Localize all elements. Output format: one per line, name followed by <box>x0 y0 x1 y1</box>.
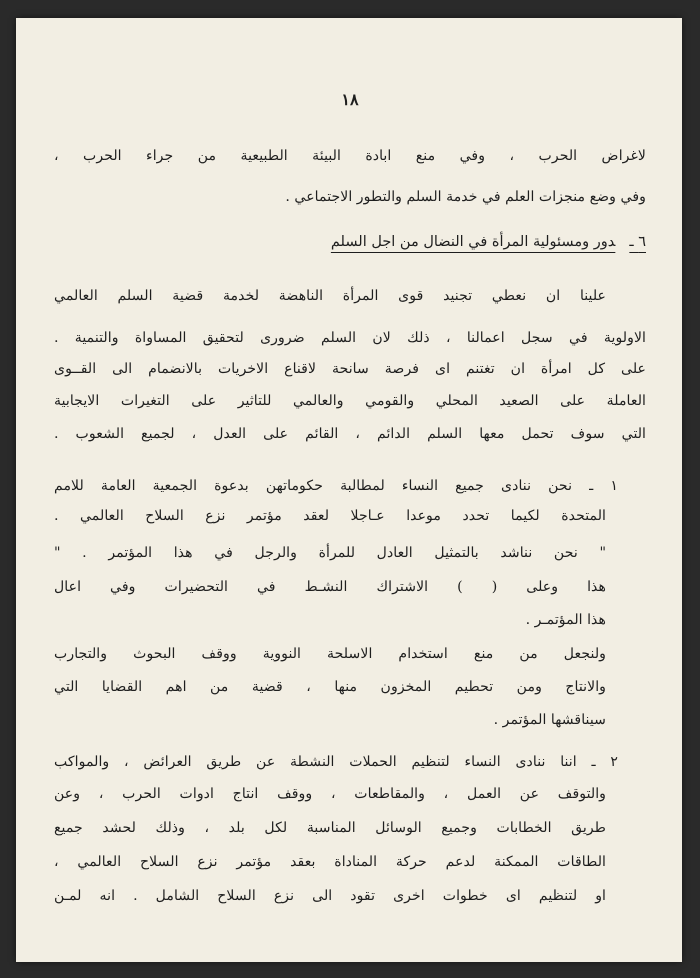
list-item-1-line: " نحن نناشد بالتمثيل العادل للمرأة والرجل في هذا المؤتمر . " <box>54 545 606 561</box>
text-line: الاولوية في سجل اعمالنا ، ذلك لان السلم ضرورى لتحقيق المساواة والتنمية . <box>54 330 646 346</box>
text-line: التي سوف تحمل معها السلم الدائم ، القائم على العدل ، لجميع الشعوب . <box>54 426 646 442</box>
page-number: ١٨ <box>341 90 359 109</box>
list-item-2-line: او لتنظيم اى خطوات اخرى تقود الى نزع السلاح الشامل . انه لمـن <box>54 888 606 904</box>
list-item-2-line: الطاقات الممكنة لدعم حركة المناداة بعقد مؤتمر نزع السلاح العالمي ، <box>54 854 606 870</box>
list-item-1-line: هذا وعلى ( ) الاشتراك النشـط في التحضيرات وفي اعال <box>54 579 606 595</box>
text-line: لاغراض الحرب ، وفي منع ابادة البيئة الطبيعية من جراء الحرب ، <box>54 148 646 164</box>
page-content <box>54 18 646 962</box>
document-page <box>16 18 682 962</box>
list-item-1-line: والانتاج ومن تحطيم المخزون منها ، قضية من اهم القضايا التي <box>54 679 606 695</box>
list-item-1-line: المتحدة لكيما تحدد موعدا عـاجلا لعقد مؤتمر نزع السلاح العالمي . <box>54 508 606 524</box>
section-heading <box>331 234 646 250</box>
section-title: دور ومسئولية المرأة في النضال من اجل السلم <box>330 234 616 250</box>
list-item-2-line: ٢ ـ اننا ننادى النساء لتنظيم الحملات النشطة عن طريق العرائض ، والمواكب <box>54 754 618 770</box>
list-item-1-line: هذا المؤتمـر . <box>525 612 606 628</box>
list-item-1-line: سيناقشها المؤتمر . <box>493 712 606 728</box>
list-item-1-line: ولنجعل من منع استخدام الاسلحة النووية ووقف البحوث والتجارب <box>54 646 606 662</box>
text-line: العاملة على الصعيد المحلي والقومي والعالمي للتاثير على التغيرات الايجابية <box>54 393 646 409</box>
section-number: ٦ ـ <box>629 234 646 250</box>
text-line: على كل امرأة ان تغتنم اى فرصة سانحة لاقناع الاخريات بالانضمام الى القــوى <box>54 361 646 377</box>
list-item-2-line: والتوقف عن العمل ، والمقاطعات ، ووقف انتاج ادوات الحرب ، وعن <box>54 786 606 802</box>
list-item-1-line: ١ ـ نحن ننادى جميع النساء لمطالبة حكوماتهن بدعوة الجمعية العامة للامم <box>54 478 618 494</box>
list-item-2-line: طريق الخطابات وجميع الوسائل المناسبة لكل بلد ، وذلك لحشد جميع <box>54 820 606 836</box>
text-line: وفي وضع منجزات العلم في خدمة السلم والتطور الاجتماعي . <box>285 189 646 205</box>
text-line: علينا ان نعطي تجنيد قوى المرأة الناهضة لخدمة قضية السلم العالمي <box>54 288 606 304</box>
